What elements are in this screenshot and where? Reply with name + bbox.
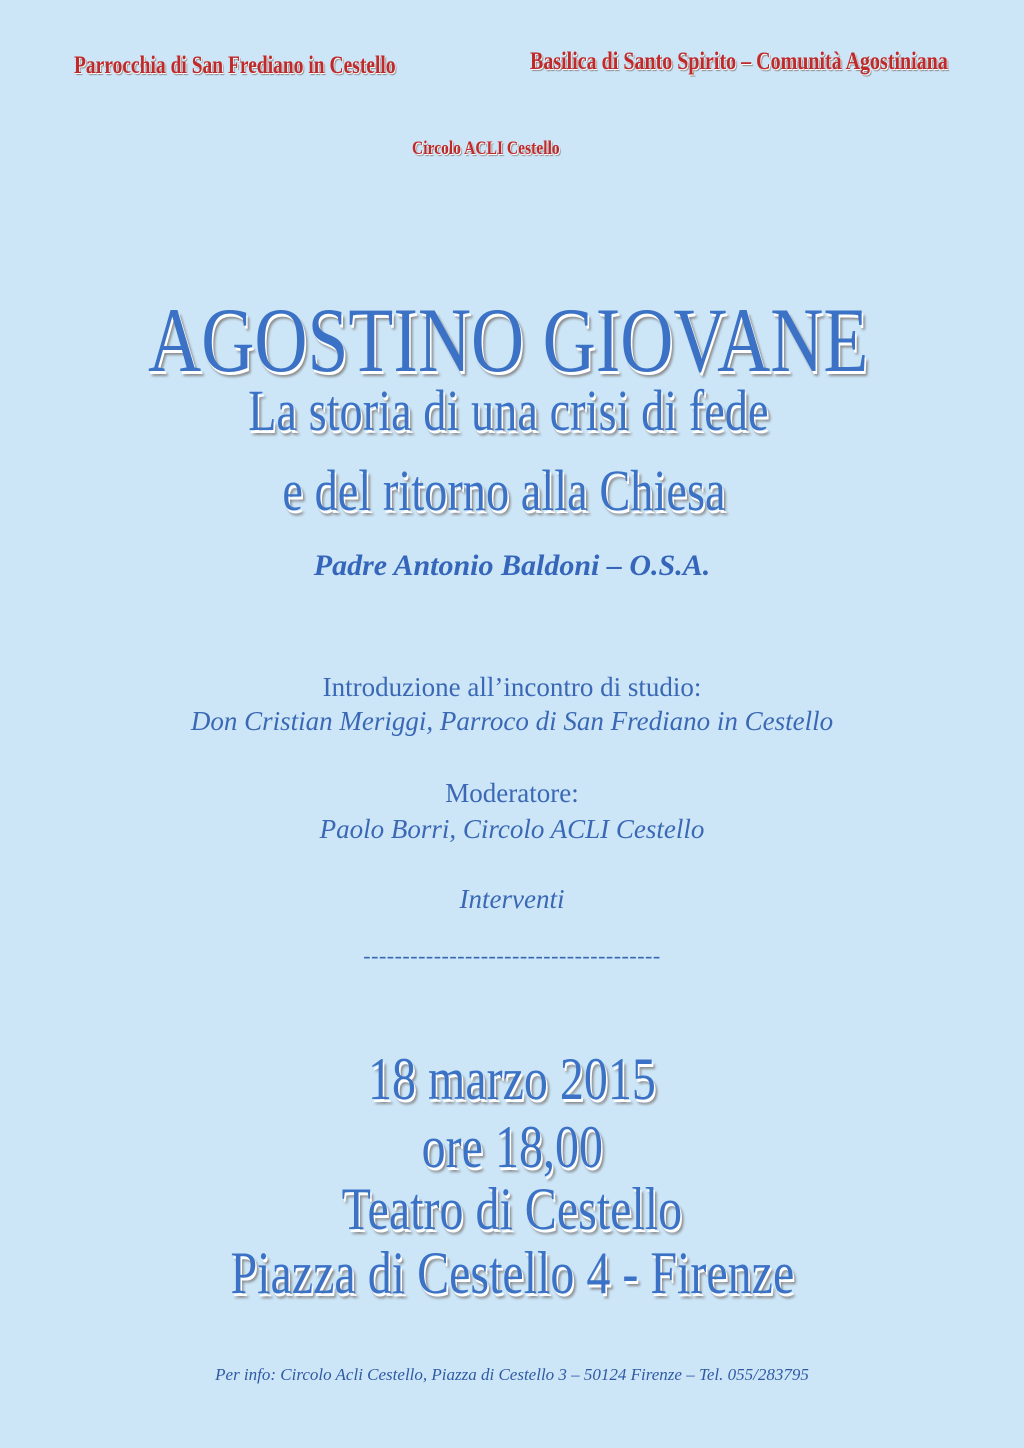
event-subtitle-line-2-text: e del ritorno alla Chiesa <box>282 458 726 523</box>
speaker-name: Padre Antonio Baldoni – O.S.A. <box>313 549 711 582</box>
event-time <box>0 1114 1024 1180</box>
event-address <box>0 1240 1024 1306</box>
event-subtitle-line-2 <box>0 458 1016 524</box>
event-title <box>0 290 1020 390</box>
section-divider: -------------------------------------- <box>363 943 661 968</box>
introduction-label: Introduzione all’incontro di studio: <box>322 672 702 702</box>
event-title-text: AGOSTINO GIOVANE <box>147 289 869 391</box>
event-address-text: Piazza di Cestello 4 - Firenze <box>230 1240 794 1306</box>
event-time-text: ore 18,00 <box>421 1114 603 1180</box>
event-date-text: 18 marzo 2015 <box>368 1046 656 1112</box>
contact-info: Per info: Circolo Acli Cestello, Piazza di Cestello 3 – 50124 Firenze – Tel. 055/283795 <box>215 1365 809 1384</box>
moderator-label: Moderatore: <box>445 778 579 808</box>
introduction-person: Don Cristian Meriggi, Parroco di San Frediano in Cestello <box>190 706 834 736</box>
interventions-label: Interventi <box>459 884 565 914</box>
organizer-parish: Parrocchia di San Frediano in Cestello <box>74 52 396 79</box>
organizer-basilica: Basilica di Santo Spirito – Comunità Agostiniana <box>530 48 948 75</box>
event-subtitle-line-1-text: La storia di una crisi di fede <box>247 378 769 443</box>
event-subtitle-line-1 <box>0 378 1020 444</box>
event-venue-text: Teatro di Cestello <box>341 1176 683 1242</box>
event-venue <box>0 1176 1024 1242</box>
organizer-acli: Circolo ACLI Cestello <box>412 138 560 159</box>
moderator-person: Paolo Borri, Circolo ACLI Cestello <box>319 814 705 844</box>
event-date <box>0 1046 1024 1112</box>
